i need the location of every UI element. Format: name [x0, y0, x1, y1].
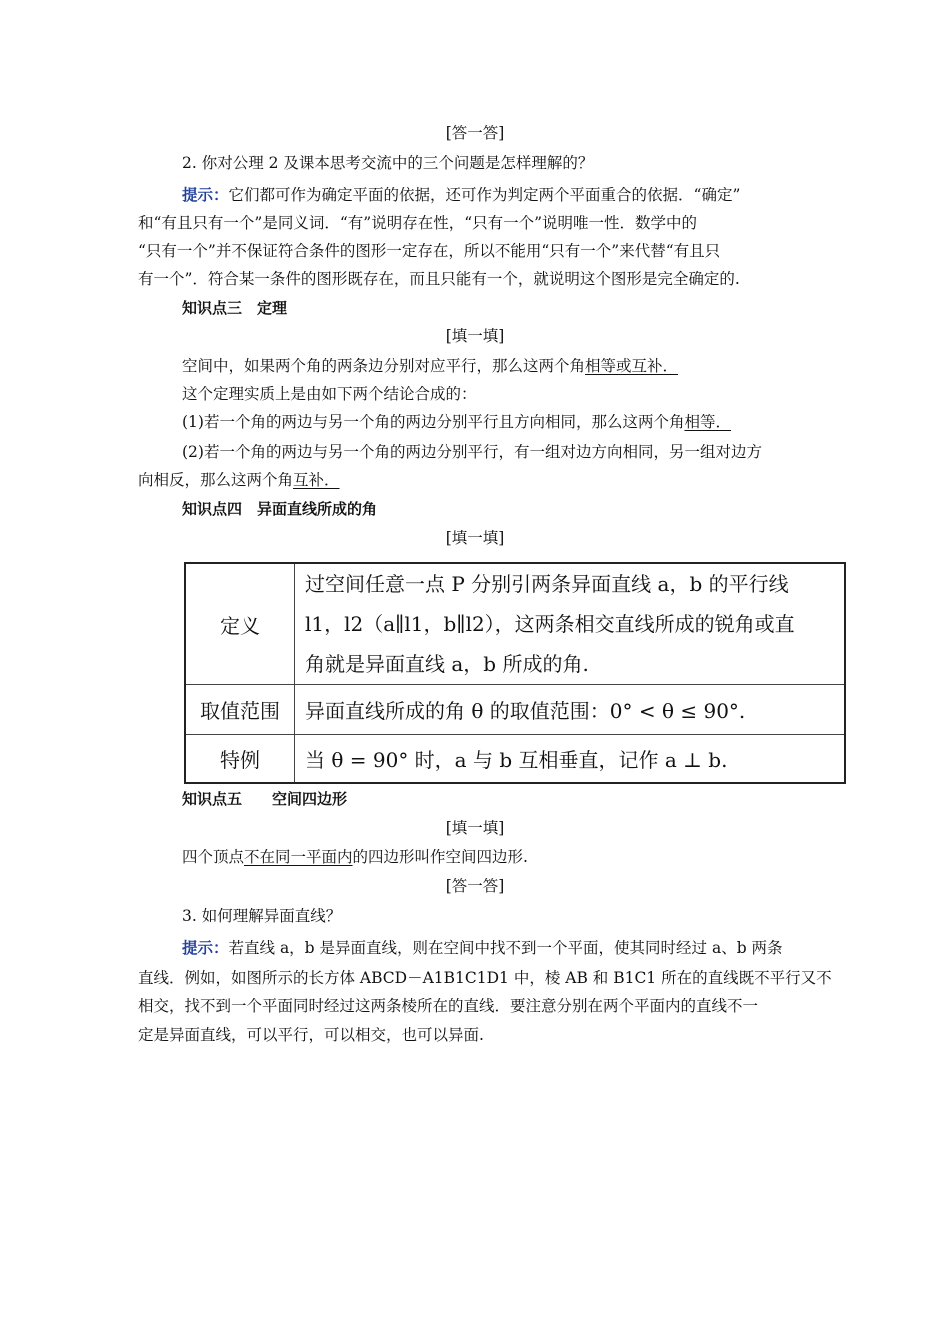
- quad-definition: [182, 846, 832, 868]
- hint-line: 直线．例如，如图所示的长方体 ABCD－A1B1C1D1 中，棱 AB 和 B1C1 所在的直线既不平行又不: [138, 969, 832, 987]
- definition-line-1: 过空间任意一点 P 分别引两条异面直线 a，b 的平行线: [305, 572, 789, 596]
- hint-text: 它们都可作为确定平面的依据，还可作为判定两个平面重合的依据．“确定”: [228, 186, 741, 204]
- hint-text: 若直线 a，b 是异面直线，则在空间中找不到一个平面，使其同时经过 a、b 两条: [228, 939, 783, 957]
- definition-line-2: l1，l2（a∥l1，b∥l2），这两条相交直线所成的锐角或直: [305, 612, 795, 636]
- special-case-cell: 当 θ = 90° 时，a 与 b 互相垂直，记作 a ⊥ b.: [295, 735, 846, 783]
- theorem-line: [182, 355, 832, 377]
- table-row: [185, 685, 845, 735]
- conclusion-text: (1)若一个角的两边与另一个角的两边分别平行且方向相同，那么这两个角: [182, 413, 685, 431]
- section-header-fill: [填一填]: [445, 327, 505, 345]
- quad-text: 的四边形叫作空间四边形.: [352, 848, 528, 866]
- knowledge-point-3: 知识点三 定理: [182, 299, 288, 317]
- hint-line: 相交，找不到一个平面同时经过这两条棱所在的直线．要注意分别在两个平面内的直线不一: [138, 997, 759, 1015]
- skew-lines-angle-table: [184, 562, 846, 784]
- hint-label: 提示：: [182, 938, 229, 957]
- table-row: [185, 563, 845, 685]
- conclusion-answer: 相等．: [684, 413, 731, 431]
- section-header-answer: [答一答]: [445, 877, 505, 895]
- theorem-answer: 相等或互补．: [585, 357, 679, 375]
- hint-line: [182, 184, 832, 206]
- quad-answer: 不在同一平面内: [244, 848, 353, 866]
- knowledge-point-4: 知识点四 异面直线所成的角: [182, 500, 378, 518]
- hint-line: “只有一个”并不保证符合条件的图形一定存在，所以不能用“只有一个”来代替“有且只: [138, 242, 721, 260]
- conclusion-answer: 互补．: [293, 471, 340, 489]
- definition-cell: [295, 563, 846, 685]
- section-header-answer: [答一答]: [445, 124, 505, 142]
- hint-line: 定是异面直线，可以平行，可以相交，也可以异面.: [138, 1026, 484, 1044]
- conclusion-1: [182, 411, 832, 433]
- range-cell: 异面直线所成的角 θ 的取值范围：0° < θ ≤ 90°.: [295, 685, 846, 735]
- knowledge-point-5: 知识点五 空间四边形: [182, 790, 348, 808]
- definition-line-3: 角就是异面直线 a，b 所成的角.: [305, 652, 589, 676]
- hint-line: 和“有且只有一个”是同义词．“有”说明存在性，“只有一个”说明唯一性．数学中的: [138, 214, 698, 232]
- row-header-special-case: 特例: [185, 735, 295, 783]
- section-header-fill: [填一填]: [445, 819, 505, 837]
- hint-label: 提示：: [182, 185, 229, 204]
- hint-line: [182, 937, 832, 959]
- conclusion-text: 向相反，那么这两个角: [138, 471, 294, 489]
- hint-line: 有一个”．符合某一条件的图形既存在，而且只能有一个，就说明这个图形是完全确定的.: [138, 270, 740, 288]
- conclusion-2-cont: [138, 469, 788, 491]
- question-2: 2. 你对公理 2 及课本思考交流中的三个问题是怎样理解的？: [182, 154, 594, 172]
- theorem-text: 空间中，如果两个角的两条边分别对应平行，那么这两个角: [182, 357, 586, 375]
- section-header-fill: [填一填]: [445, 529, 505, 547]
- theorem-note: 这个定理实质上是由如下两个结论合成的：: [182, 385, 477, 403]
- quad-text: 四个顶点: [182, 848, 245, 866]
- table-row: [185, 735, 845, 783]
- conclusion-2: (2)若一个角的两边与另一个角的两边分别平行，有一组对边方向相同，另一组对边方: [182, 443, 762, 461]
- row-header-range: 取值范围: [185, 685, 295, 735]
- row-header-definition: 定义: [185, 563, 295, 685]
- question-3: 3. 如何理解异面直线？: [182, 907, 342, 925]
